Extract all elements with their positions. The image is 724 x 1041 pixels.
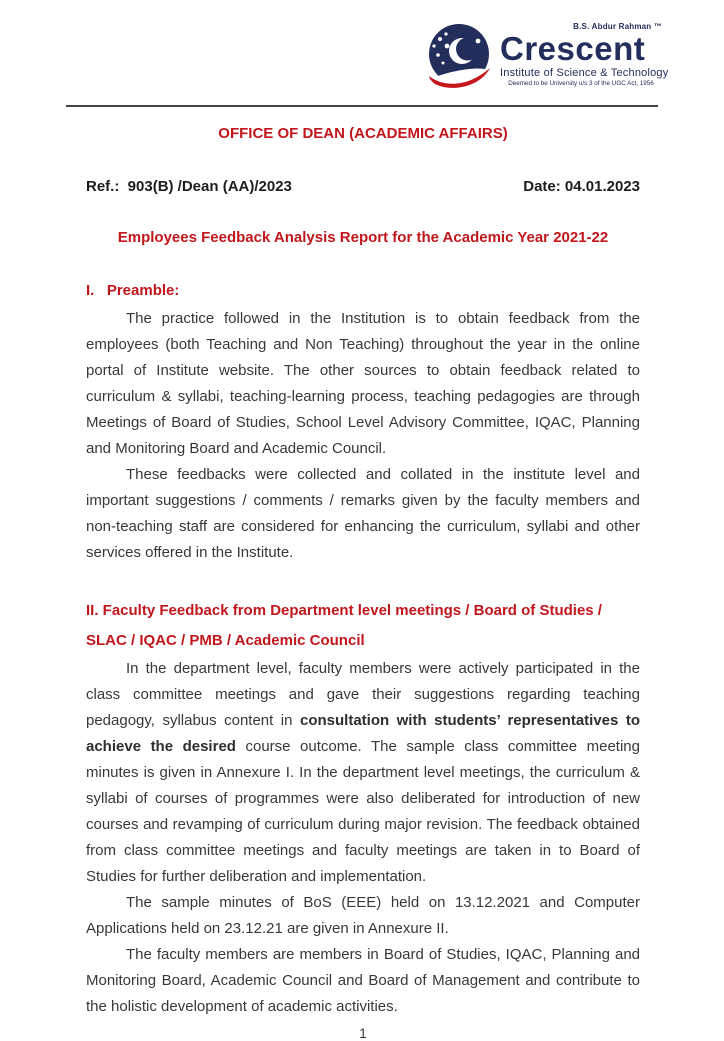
logo-tagline: Deemed to be University u/s 3 of the UGC Act, 1956 [508, 80, 654, 87]
paragraph: The sample minutes of BoS (EEE) held on 13.12.2021 and Computer Applications held on 23.12.21 are given in Annexure II. [86, 894, 640, 937]
section-faculty-feedback [86, 596, 640, 1020]
crescent-emblem-icon [423, 24, 495, 97]
paragraph-emphasis: consultation with students’ representatives to achieve the desired [86, 712, 640, 755]
letterhead [0, 0, 724, 105]
logo-text-block [500, 22, 669, 87]
paragraph-text: In the department level, faculty members were actively participated in the class committee meetings and gave their suggestions regarding teaching pedagogy, syllabus content in [86, 660, 640, 729]
logo-trademark: B.S. Abdur Rahman ™ [573, 22, 662, 31]
paragraph: The faculty members are members in Board of Studies, IQAC, Planning and Monitoring Board, Academic Council and Board of Management and contribute to the holistic development of academic activities. [86, 946, 640, 1015]
ref-number: Ref.: 903(B) /Dean (AA)/2023 [86, 178, 292, 195]
paragraph-text: course outcome. The sample class committee meeting minutes is given in Annexure I. In the department level meetings, the curriculum & syllabi of courses of programmes were also deliberated for introduction of new courses and revamping of curriculum during major revision. The feedback obtained from class committee meetings and faculty meetings are taken in to Board of Studies for further deliberation and implementation. [86, 738, 640, 885]
paragraph: The practice followed in the Institution is to obtain feedback from the employees (both Teaching and Non Teaching) throughout the year in the online portal of Institute website. The other sources to obtain feedback related to curriculum & syllabi, teaching-learning process, teaching pedagogies are through Meetings of Board of Studies, School Level Advisory Committee, IQAC, Planning and Monitoring Board and Academic Council. [86, 310, 640, 457]
report-title: Employees Feedback Analysis Report for the Academic Year 2021-22 [117, 229, 609, 246]
logo-wordmark: Crescent [500, 30, 646, 67]
document-date: Date: 04.01.2023 [523, 178, 640, 195]
institute-logo [423, 22, 669, 97]
header-divider [66, 105, 658, 107]
paragraph [86, 656, 640, 890]
section-heading-faculty-feedback: II. Faculty Feedback from Department level meetings / Board of Studies / SLAC / IQAC / PMB / Academic Council [86, 602, 607, 649]
paragraph: These feedbacks were collected and collated in the institute level and important suggestions / comments / remarks given by the faculty members and non-teaching staff are considered for enhancing the curriculum, syllabi and other services offered in the Institute. [86, 466, 640, 561]
document-body [0, 125, 724, 1041]
page-number: 1 [359, 1026, 367, 1041]
reference-row [86, 178, 640, 195]
section-preamble [86, 276, 640, 566]
logo-subtitle: Institute of Science & Technology [500, 67, 669, 79]
office-title: OFFICE OF DEAN (ACADEMIC AFFAIRS) [218, 125, 508, 142]
section-heading-preamble: I. Preamble: [86, 282, 180, 299]
